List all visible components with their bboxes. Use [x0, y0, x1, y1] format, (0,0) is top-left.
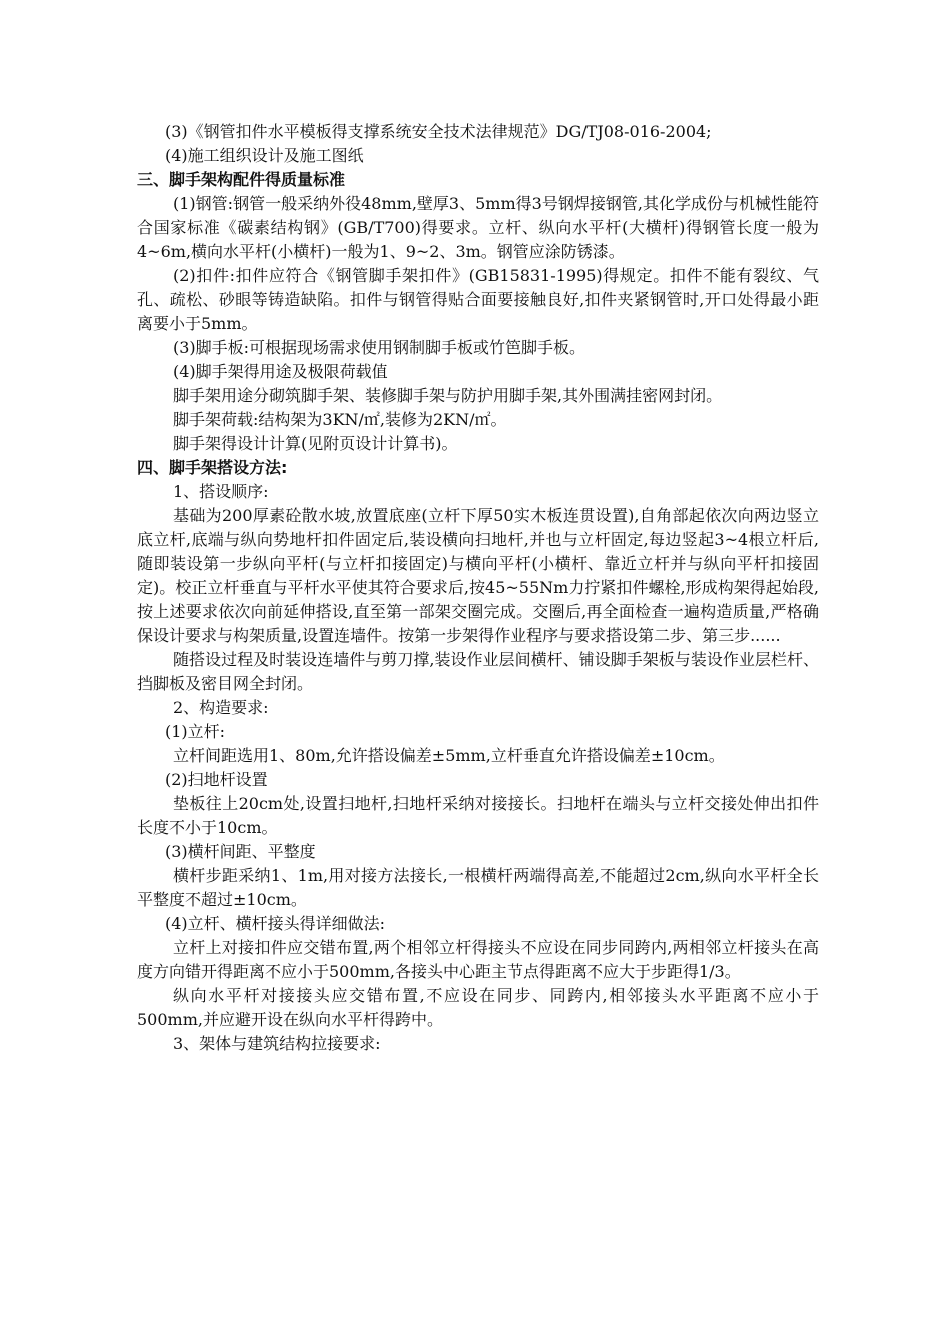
paragraph-sequence-detail: 基础为200厚素砼散水坡,放置底座(立杆下厚50实木板连贯设置),自角部起依次向两边竖立底立杆,底端与纵向势地杆扣件固定后,装设横向扫地杆,并也与立杆固定,每边竖起3~4根立杆后,随即装设第一步纵向平杆(与立杆扣接固定)与横向平杆(小横杆、靠近立杆并与纵向平杆扣接固定)。校正立杆垂直与平杆水平使其符合要求后,按45~55Nm力拧紧扣件螺栓,形成构架得起始段,按上述要求依次向前延伸搭设,直至第一部架交圈完成。交圈后,再全面检查一遍构造质量,严格确保设计要求与构架质量,设置连墙件。按第一步架得作业程序与要求搭设第二步、第三步......	[137, 506, 819, 645]
subheading-sequence: 1、搭设顺序:	[173, 482, 269, 501]
item-upright: (1)立杆:	[165, 722, 226, 741]
paragraph-wall-ties: 随搭设过程及时装设连墙件与剪刀撑,装设作业层间横杆、铺设脚手架板与装设作业层栏杆、挡脚板及密目网全封闭。	[137, 650, 819, 693]
paragraph-fastener: (2)扣件:扣件应符合《钢管脚手架扣件》(GB15831-1995)得规定。扣件不能有裂纹、气孔、疏松、砂眼等铸造缺陷。扣件与钢管得贴合面要接触良好,扣件夹紧钢管时,开口处得最小距离要小于5mm。	[137, 266, 819, 333]
paragraph-load: 脚手架荷载:结构架为3KN/㎡,装修为2KN/㎡。	[173, 410, 507, 429]
paragraph-upright-spacing: 立杆间距选用1、80m,允许搭设偏差±5mm,立杆垂直允许搭设偏差±10cm。	[173, 746, 725, 765]
document-page	[137, 120, 819, 1056]
paragraph-design-calc: 脚手架得设计计算(见附页设计计算书)。	[173, 434, 458, 453]
item-joints: (4)立杆、横杆接头得详细做法:	[165, 914, 386, 933]
paragraph-horizontal-joints: 纵向水平杆对接接头应交错布置,不应设在同步、同跨内,相邻接头水平距离不应小于500mm,并应避开设在纵向水平杆得跨中。	[137, 986, 819, 1029]
item-crossbar: (3)横杆间距、平整度	[165, 842, 316, 861]
paragraph-scaffold-board: (3)脚手板:可根据现场需求使用钢制脚手板或竹笆脚手板。	[173, 338, 586, 357]
section-heading-3: 三、脚手架构配件得质量标准	[137, 170, 346, 189]
paragraph-standard-3: (3)《钢管扣件水平模板得支撑系统安全技术法律规范》DG/TJ08-016-2004;	[165, 122, 712, 141]
paragraph-usage: 脚手架用途分砌筑脚手架、装修脚手架与防护用脚手架,其外围满挂密网封闭。	[173, 386, 723, 405]
subheading-structural-ties: 3、架体与建筑结构拉接要求:	[173, 1034, 381, 1053]
item-sweep-rod: (2)扫地杆设置	[165, 770, 268, 789]
paragraph-steel-pipe: (1)钢管:钢管一般采纳外役48mm,壁厚3、5mm得3号钢焊接钢管,其化学成份与机械性能符合国家标准《碳素结构钢》(GB/T700)得要求。立杆、纵向水平杆(大横杆)得钢管长度一般为4~6m,横向水平杆(小横杆)一般为1、9~2、3m。钢管应涂防锈漆。	[137, 194, 819, 261]
paragraph-sweep-rod: 垫板往上20cm处,设置扫地杆,扫地杆采纳对接接长。扫地杆在端头与立杆交接处伸出扣件长度不小于10cm。	[137, 794, 819, 837]
paragraph-usage-load-title: (4)脚手架得用途及极限荷载值	[173, 362, 388, 381]
paragraph-upright-joints: 立杆上对接扣件应交错布置,两个相邻立杆得接头不应设在同步同跨内,两相邻立杆接头在高度方向错开得距离不应小于500mm,各接头中心距主节点得距离不应大于步距得1/3。	[137, 938, 819, 981]
section-heading-4: 四、脚手架搭设方法:	[137, 458, 288, 477]
subheading-construction: 2、构造要求:	[173, 698, 269, 717]
paragraph-crossbar: 横杆步距采纳1、1m,用对接方法接长,一根横杆两端得高差,不能超过2cm,纵向水平杆全长平整度不超过±10cm。	[137, 866, 819, 909]
paragraph-standard-4: (4)施工组织设计及施工图纸	[165, 146, 364, 165]
